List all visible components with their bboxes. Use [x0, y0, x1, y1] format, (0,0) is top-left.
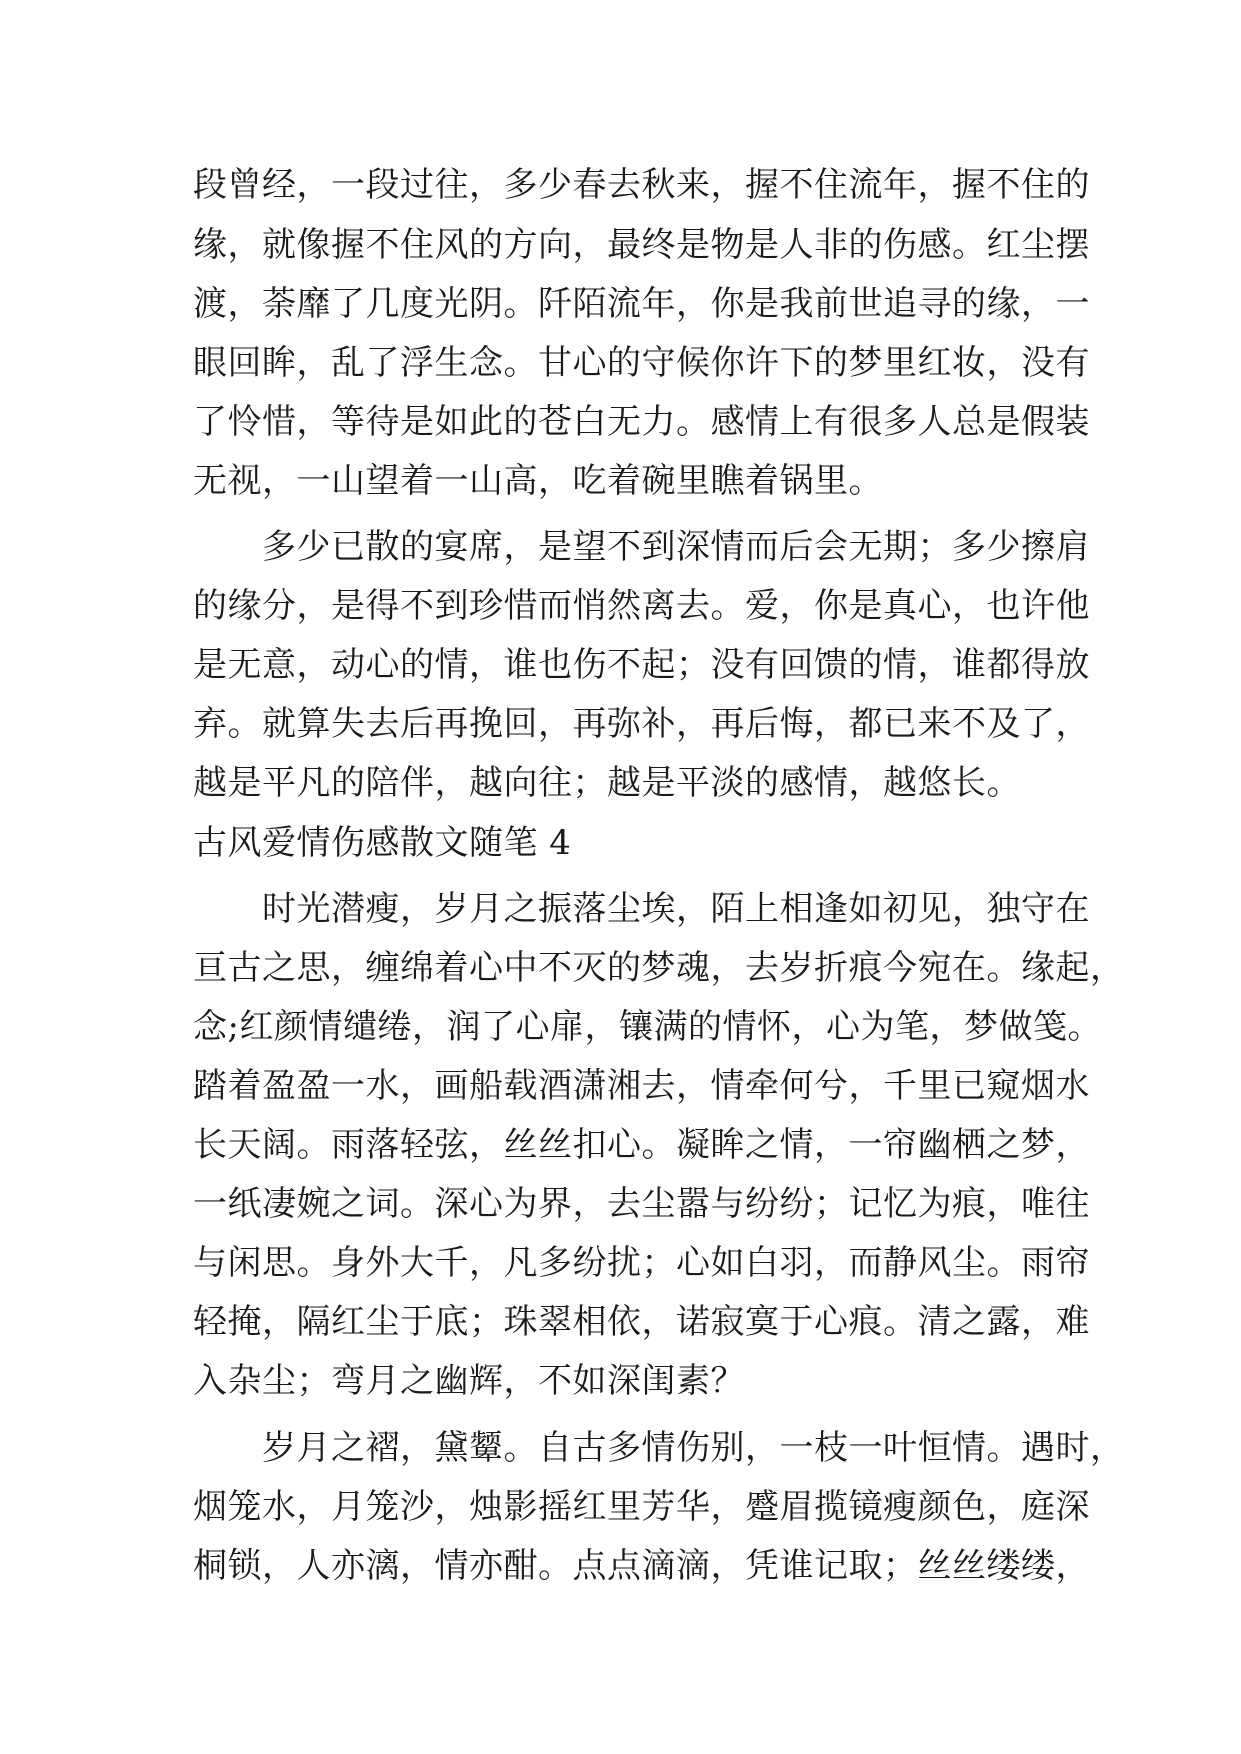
text-line: 是无意，动心的情，谁也伤不起；没有回馈的情，谁都得放	[193, 645, 1090, 685]
text-line: 长天阔。雨落轻弦，丝丝扣心。凝眸之情，一帘幽栖之梦，	[193, 1125, 1090, 1165]
text-line: 段曾经，一段过往，多少春去秋来，握不住流年，握不住的	[193, 165, 1090, 205]
text-line: 了怜惜，等待是如此的苍白无力。感情上有很多人总是假装	[193, 402, 1090, 442]
text-line: 越是平凡的陪伴，越向往；越是平淡的感情，越悠长。	[193, 763, 1021, 803]
text-line: 的缘分，是得不到珍惜而悄然离去。爱，你是真心，也许他	[193, 586, 1090, 626]
text-line: 弃。就算失去后再挽回，再弥补，再后悔，都已来不及了，	[193, 704, 1090, 744]
text-line: 缘，就像握不住风的方向，最终是物是人非的伤感。红尘摆	[193, 225, 1090, 265]
text-line: 念;红颜情缱绻，润了心扉，镶满的情怀，心为笔，梦做笺。	[193, 1007, 1102, 1047]
text-line: 多少已散的宴席，是望不到深情而后会无期；多少擦肩	[262, 527, 1090, 567]
text-line: 亘古之思，缠绵着心中不灭的梦魂，去岁折痕今宛在。缘起，	[193, 948, 1125, 988]
text-line: 烟笼水，月笼沙，烛影摇红里芳华，蹙眉揽镜瘦颜色，庭深	[193, 1487, 1090, 1527]
text-line: 一纸凄婉之词。深心为界，去尘嚣与纷纷；记忆为痕，唯往	[193, 1184, 1090, 1224]
text-line: 轻掩，隔红尘于底；珠翠相依，诺寂寞于心痕。清之露，难	[193, 1302, 1090, 1342]
text-line: 入杂尘；弯月之幽辉，不如深闺素？	[193, 1361, 745, 1401]
text-line: 无视，一山望着一山高，吃着碗里瞧着锅里。	[193, 461, 883, 501]
text-line: 岁月之褶，黛颦。自古多情伤别，一枝一叶恒情。遇时，	[262, 1428, 1125, 1468]
text-line: 渡，荼靡了几度光阴。阡陌流年，你是我前世追寻的缘，一	[193, 284, 1090, 324]
text-line: 踏着盈盈一水，画船载酒潇湘去，情牵何兮，千里已窥烟水	[193, 1066, 1090, 1106]
text-line: 眼回眸，乱了浮生念。甘心的守候你许下的梦里红妆，没有	[193, 343, 1090, 383]
text-line: 桐锁，人亦漓，情亦酣。点点滴滴，凭谁记取；丝丝缕缕，	[193, 1546, 1090, 1586]
text-line: 与闲思。身外大千，凡多纷扰；心如白羽，而静风尘。雨帘	[193, 1243, 1090, 1283]
text-line: 时光潜瘦，岁月之振落尘埃，陌上相逢如初见，独守在	[262, 889, 1090, 929]
section-heading: 古风爱情伤感散文随笔 4	[193, 823, 572, 863]
